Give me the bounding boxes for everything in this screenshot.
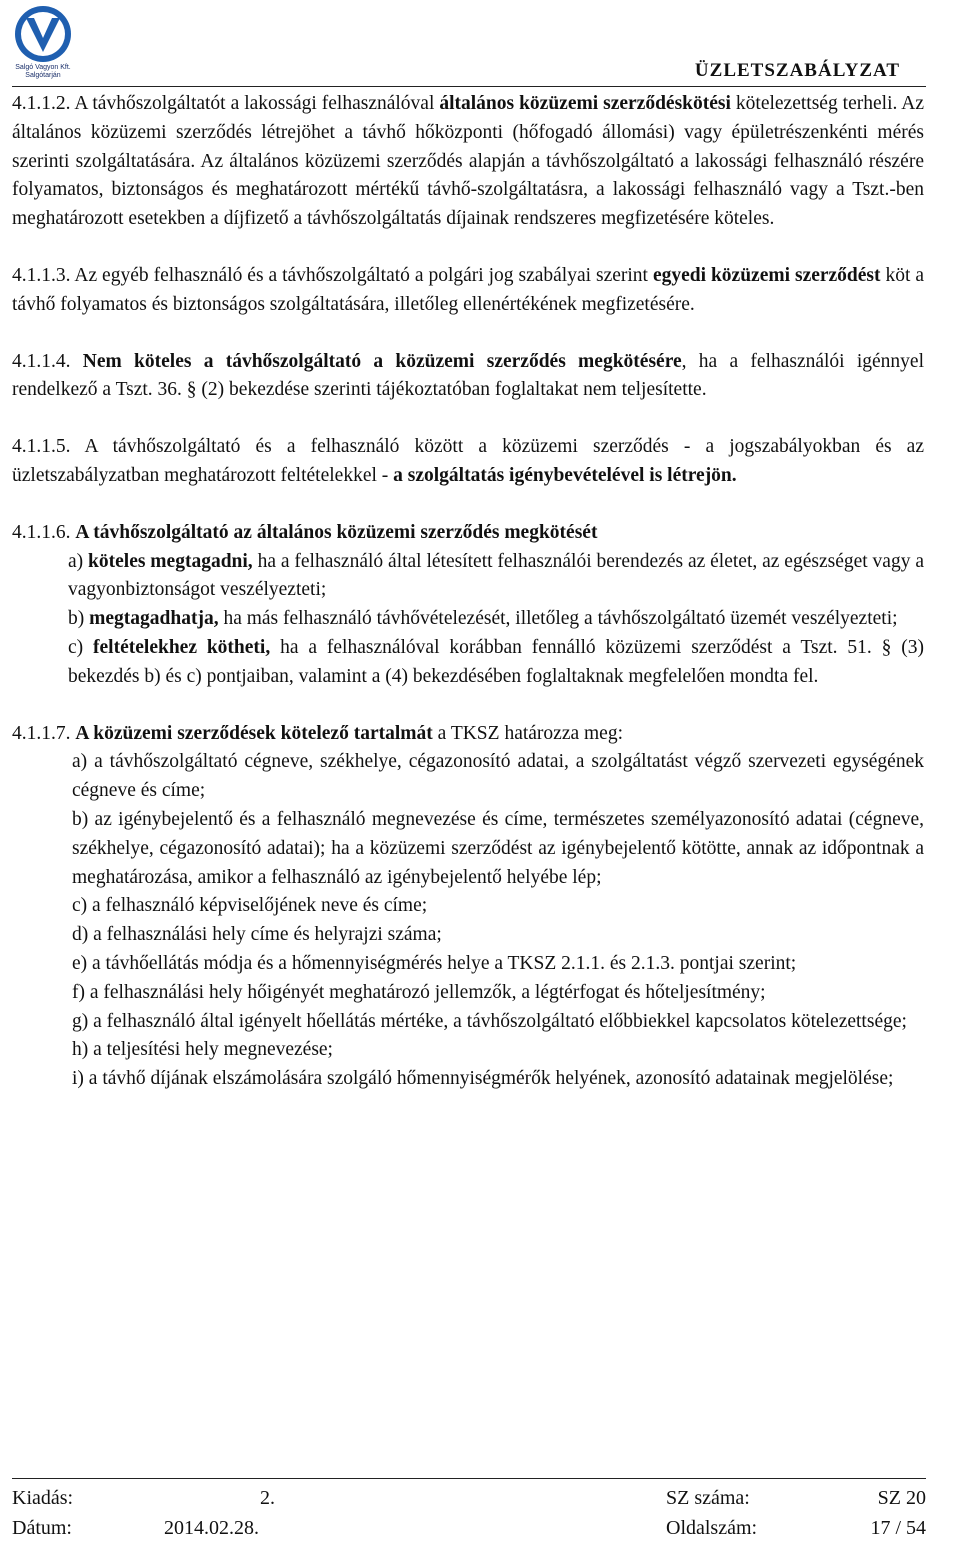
list-item: e) a távhőellátás módja és a hőmennyiségmérés helye a TKSZ 2.1.1. és 2.1.3. pontjai szerint;: [72, 952, 797, 974]
section-4-1-1-3: 4.1.1.3. Az egyéb felhasználó és a távhőszolgáltató a polgári jog szabályai szerint egyedi közüzemi szerződést köt a távhő folyamatos és biztonságos szolgáltatására, illetőleg ellenértékének megfizetésére.: [12, 264, 925, 315]
emphasis-text: általános közüzemi szerződéskötési: [439, 93, 731, 114]
header-divider: [12, 86, 926, 87]
section-number: 4.1.1.6.: [12, 521, 71, 543]
page-number-label: Oldalszám:: [666, 1517, 758, 1539]
logo-caption: Salgó Vagyon Kft. Salgótarján: [15, 64, 71, 79]
emphasis-text: egyedi közüzemi szerződést: [652, 264, 881, 286]
section-heading: A távhőszolgáltató az általános közüzemi szerződés megkötését: [75, 521, 598, 543]
logo-emblem-icon: [12, 4, 74, 64]
regulation-number-label: SZ száma:: [666, 1487, 750, 1509]
section-4-1-1-7: 4.1.1.7. A közüzemi szerződések kötelező tartalmát a TKSZ határozza meg:: [12, 722, 623, 744]
section-number: 4.1.1.5.: [12, 436, 71, 458]
list-item: f) a felhasználási hely hőigényét meghatározó jellemzők, a légtérfogat és hőteljesítmény;: [72, 981, 766, 1003]
section-number: 4.1.1.7.: [12, 722, 71, 744]
section-number: 4.1.1.3.: [12, 264, 71, 286]
document-title: ÜZLETSZABÁLYZAT: [694, 60, 900, 81]
list-item: b) megtagadhatja, ha más felhasználó távhővételezését, illetőleg a távhőszolgáltató üzemét veszélyezteti;: [68, 608, 898, 630]
regulation-number-value: SZ 20: [877, 1487, 926, 1509]
list-item: a) köteles megtagadni, ha a felhasználó által létesített felhasználói berendezés az életet, az egészséget vagy a vagyonbiztonságot veszélyezteti;: [68, 550, 924, 601]
list-item: c) feltételekhez kötheti, ha a felhasználóval korábban fennálló közüzemi szerződést a Tszt. 51. § (3) bekezdés b) és c) pontjaiban, valamint a (4) bekezdésében foglaltaknak megfelelően mondta fel.: [68, 636, 925, 687]
date-label: Dátum:: [12, 1517, 72, 1539]
list-item: h) a teljesítési hely megnevezése;: [72, 1039, 333, 1061]
list-item: a) a távhőszolgáltató cégneve, székhelye, cégazonosító adatai, a szolgáltatást végző szervezeti egységének cégneve és címe;: [72, 751, 924, 802]
emphasis-text: a szolgáltatás igénybevételével is létrejön.: [393, 464, 737, 486]
list-item: c) a felhasználó képviselőjének neve és címe;: [72, 895, 428, 917]
section-4-1-1-4: 4.1.1.4. Nem köteles a távhőszolgáltató a közüzemi szerződés megkötésére, ha a felhasználói igénnyel rendelkező a Tszt. 36. § (2) bekezdése szerinti tájékoztatóban foglaltakat nem teljesítette.: [12, 350, 925, 401]
section-4-1-1-5: 4.1.1.5. A távhőszolgáltató és a felhasználó között a közüzemi szerződés - a jogszabályokban és az üzletszabályzatban meghatározott feltételekkel - a szolgáltatás igénybevételével is létrejön.: [12, 436, 924, 486]
footer-divider: [12, 1478, 926, 1479]
document-body: [12, 90, 924, 1094]
list-item: d) a felhasználási hely címe és helyrajzi száma;: [72, 924, 442, 946]
list-item: i) a távhő díjának elszámolására szolgáló hőmennyiségmérők helyének, azonosító adatainak megjelölése;: [72, 1068, 894, 1090]
section-4-1-1-2: 4.1.1.2. A távhőszolgáltatót a lakossági felhasználóval általános közüzemi szerződéskötési kötelezettség terheli. Az általános közüzemi szerződés létrejöhet a távhő hőközponti (hőfogadó állomási) vagy épületrészenkénti mérés szerinti szolgáltatására. Az általános közüzemi szerződés alapján a távhőszolgáltató a lakossági felhasználó részére folyamatos, biztonságos és meghatározott mértékű távhő-szolgáltatásra, a lakossági felhasználó vagy a Tszt.-ben meghatározott esetekben a díjfizető a távhőszolgáltatás díjainak rendszeres megfizetésére köteles.: [12, 93, 924, 230]
section-heading: A közüzemi szerződések kötelező tartalmát: [75, 722, 433, 744]
edition-label: Kiadás:: [12, 1487, 74, 1509]
section-number: 4.1.1.2.: [12, 93, 71, 114]
section-number: 4.1.1.4.: [12, 350, 71, 372]
list-item: b) az igénybejelentő és a felhasználó megnevezése és címe, természetes személyazonosító adatai (cégneve, székhelye, cégazonosító adatai); ha a közüzemi szerződést az igénybejelentő kötötte, annak az időpontnak a meghatározása, amikor a felhasználó az igénybejelentő helyébe lép;: [72, 808, 924, 888]
list-item: g) a felhasználó által igényelt hőellátás mértéke, a távhőszolgáltató előbbiekkel kapcsolatos kötelezettsége;: [72, 1010, 907, 1032]
page-number-value: 17 / 54: [870, 1517, 926, 1539]
company-logo: [12, 4, 74, 82]
emphasis-text: Nem köteles a távhőszolgáltató a közüzemi szerződés megkötésére: [82, 350, 682, 372]
section-4-1-1-6: [12, 519, 924, 548]
edition-value: 2.: [260, 1487, 275, 1509]
date-value: 2014.02.28.: [164, 1517, 259, 1539]
